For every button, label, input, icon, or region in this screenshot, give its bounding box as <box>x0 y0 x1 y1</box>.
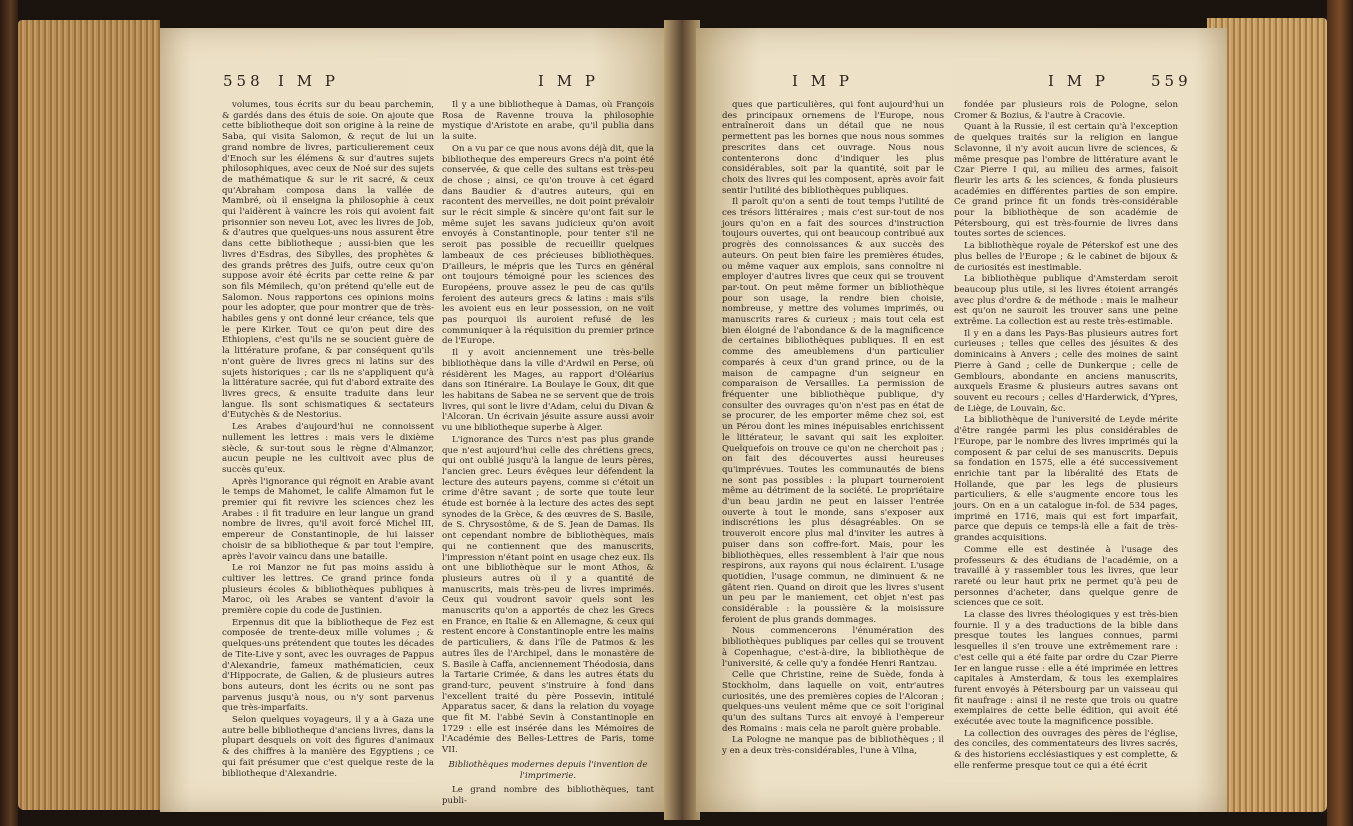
running-head-left-2: I M P <box>538 72 599 90</box>
paragraph: Le roi Manzor ne fut pas moins assidu à cultiver les lettres. Ce grand prince fonda plusieurs écoles & bibliothèques publiques à Maroc, où les Arabes se vantent d'avoir la première copie du code de Justinien. <box>222 563 434 617</box>
paragraph: Quant à la Russie, il est certain qu'à l'exception de quelques traités sur la religion en langue Sclavonne, il n'y avoit aucun livre de sciences, & même presque pas l'ombre de littérature avant le Czar Pierre I qui, au milieu des armes, faisoit fleurir les arts & les sciences, & fonda plusieurs académies en différentes parties de son empire. Ce grand prince fit un fonds très-considérable pour la bibliothèque de son académie de Pétersbourg, qui est très-fournie de livres dans toutes sortes de sciences. <box>954 122 1178 240</box>
paragraph: La bibliothèque de l'université de Leyde mérite d'être rangée parmi les plus considérables de l'Europe, par le nombre des livres imprimés qui la composent & par celui de ses manuscrits. Depuis sa fondation en 1575, elle a été successivement enrichie tant par la libéralité des Etats de Hollande, que par les legs de plusieurs particuliers, & elle s'augmente encore tous les jours. On en a un catalogue in-fol. de 534 pages, imprimé en 1716, mais qui est fort imparfait, parce que depuis ce temps-là elle a fait de très-grandes acquisitions. <box>954 415 1178 544</box>
left-page-edges <box>18 20 160 810</box>
paragraph: ques que particulières, qui font aujourd'hui un des principaux ornemens de l'Europe, nous entraîneroit dans un détail que ne nous permettent pas les bornes que nous nous sommes prescrites dans cet ouvrage. Nous nous contenterons donc d'indiquer les plus considérables, soit par la quantité, soit par le choix des livres qui les composent, après avoir fait sentir l'utilité des bibliothèques publiques. <box>722 100 944 196</box>
right-column-1 <box>722 100 944 800</box>
right-column-2 <box>954 100 1178 800</box>
running-head-left-1: I M P <box>278 72 339 90</box>
left-binding <box>0 0 18 826</box>
paragraph: La bibliothèque royale de Péterskof est une des plus belles de l'Europe ; & le cabinet de bijoux & de curiosités est inestimable. <box>954 241 1178 273</box>
paragraph: Erpennus dit que la bibliotheque de Fez est composée de trente-deux mille volumes ; & quelques-uns prétendent que toutes les décades de Tite-Live y sont, avec les ouvrages de Pappus d'Alexandrie, fameux mathématicien, ceux d'Hippocrate, de Galien, & de plusieurs autres bons auteurs, dont les écrits ou ne sont pas parvenus jusqu'à nous, ou n'y sont parvenus que très-imparfaits. <box>222 617 434 714</box>
paragraph: Le grand nombre des bibliothèques, tant publi- <box>442 785 654 806</box>
paragraph: Nous commencerons l'énumération des bibliothèques publiques par celles qui se trouvent à Copenhague, c'est-à-dire, la bibliothèque de l'université, & celle qu'y a fondée Henri Rantzau. <box>722 626 944 669</box>
running-head-right-2: I M P <box>1048 72 1109 90</box>
paragraph: La classe des livres théologiques y est très-bien fournie. Il y a des traductions de la bible dans presque toutes les langues connues, parmi lesquelles il s'en trouve une extrêmement rare : c'est celle qui a été faite par ordre du Czar Pierre Ier en langue russe : elle a été imprimée en lettres capitales à Amsterdam, & tous les exemplaires furent envoyés à Pétersbourg par un vaisseau qui fit naufrage : ainsi il ne reste que trois ou quatre exemplaires de cette belle édition, qui avoit été exécutée avec toute la magnificence possible. <box>954 610 1178 728</box>
right-binding <box>1327 0 1353 826</box>
left-page <box>160 28 668 812</box>
right-page <box>696 28 1227 812</box>
paragraph: Comme elle est destinée à l'usage des professeurs & des étudians de l'académie, on a travaillé à y rassembler tous les livres, que leur rareté ou leur haut prix ne permet qu'à peu de personnes d'acheter, dans quelque genre de sciences que ce soit. <box>954 544 1178 609</box>
paragraph: volumes, tous écrits sur du beau parchemin, & gardés dans des étuis de soie. On ajoute que cette bibliotheque doit son origine à la reine de Saba, qui visita Salomon, & reçut de lui un grand nombre de livres, particulierement ceux d'Enoch sur les élémens & sur d'autres sujets philosophiques, avec ceux de Noé sur des sujets de mathématique & sur le rit sacré, & ceux qu'Abraham composa dans la vallée de Mambré, où il enseigna la philosophie à ceux qui l'aidèrent à vaincre les rois qui avoient fait prisonnier son neveu Lot, avec les livres de Job, & d'autres que quelques-uns nous assurent être dans cette bibliotheque ; aussi-bien que les livres d'Esdras, des Sibylles, des prophètes & des grands prêtres des Juifs, outre ceux qu'on suppose avoir été écrits par cette reine & par son fils Mémilech, qu'on prétend qu'elle eut de Salomon. Nous rapportons ces opinions moins pour les adopter, que pour montrer que de très-habiles gens y ont donné leur créance, tels que le pere Kirker. Tout ce qu'on peut dire des Ethiopiens, c'est qu'ils ne se soucient guère de la littérature profane, & par conséquent qu'ils n'ont guère de livres grecs ni latins sur des sujets historiques ; car ils ne s'appliquent qu'à la littérature sacrée, qui fut d'abord extraite des livres grecs, & ensuite traduite dans leur langue. Ils sont schismatiques & sectateurs d'Eutychès & de Nestorius. <box>222 100 434 421</box>
paragraph: Il y avoit anciennement une très-belle bibliothèque dans la ville d'Ardwil en Perse, où résidèrent les Mages, au rapport d'Oléarius dans son Itinéraire. La Boulaye le Goux, dit que les habitans de Sabea ne se servent que de trois livres, qui sont le livre d'Adam, celui du Divan & l'Alcoran. Un écrivain jésuite assure aussi avoir vu une bibliotheque superbe à Alger. <box>442 348 654 434</box>
paragraph: Il y a une bibliotheque à Damas, où François Rosa de Ravenne trouva la philosophie mystique d'Aristote en arabe, qu'il publia dans la suite. <box>442 100 654 143</box>
section-heading: Bibliothèques modernes depuis l'invention de l'imprimerie. <box>448 759 648 781</box>
paragraph: Selon quelques voyageurs, il y a à Gaza une autre belle bibliotheque d'anciens livres, dans la plupart desquels on voit des figures d'animaux & des chiffres à la manière des Egyptiens ; ce qui fait présumer que c'est quelque reste de la bibliotheque d'Alexandrie. <box>222 715 434 779</box>
paragraph: Les Arabes d'aujourd'hui ne connoissent nullement les lettres : mais vers le dixième siècle, & sur-tout sous le règne d'Almanzor, aucun peuple ne les cultivoit avec plus de succès qu'eux. <box>222 422 434 475</box>
page-number-right: 559 <box>1151 72 1192 90</box>
paragraph: L'ignorance des Turcs n'est pas plus grande que n'est aujourd'hui celle des chrétiens grecs, qui ont oublié jusqu'à la langue de leurs pères, l'ancien grec. Leurs évêques leur défendent la lecture des auteurs payens, comme si c'étoit un crime d'être savant ; de sorte que toute leur étude est bornée à la lecture des actes des sept synodes de la Grèce, & des œuvres de S. Basile, de S. Chrysostôme, & de S. Jean de Damas. Ils ont cependant nombre de bibliothèques, mais qui ne contiennent que des manuscrits, l'impression n'étant point en usage chez eux. Ils ont une bibliothèque sur le mont Athos, & plusieurs autres où il y a quantité de manuscrits, mais très-peu de livres imprimés. Ceux qui voudront savoir quels sont les manuscrits qu'on a apportés de chez les Grecs en France, en Italie & en Allemagne, & ceux qui restent encore à Constantinople entre les mains de particuliers, & dans l'île de Patmos & les autres îles de l'Archipel, dans le monastère de S. Basile à Caffa, anciennement Théodosia, dans la Tartarie Crimée, & dans les autres états du grand-turc, peuvent s'instruire à fond dans l'excellent traité du père Possevin, intitulé Apparatus sacer, & dans la relation du voyage que fit M. l'abbé Sevin à Constantinople en 1729 : elle est insérée dans les Mémoires de l'Académie des Belles-Lettres de Paris, tome VII. <box>442 434 654 756</box>
paragraph: La bibliothèque publique d'Amsterdam seroit beaucoup plus utile, si les livres étoient arrangés avec plus d'ordre & de méthode : mais le malheur est qu'on ne sauroit les trouver sans une peine extrême. La collection est au reste très-estimable. <box>954 274 1178 328</box>
page-number-left: 558 <box>223 72 264 90</box>
paragraph: La Pologne ne manque pas de bibliothèques ; il y en a deux très-considérables, l'une à Vilna, <box>722 735 944 757</box>
left-column-1 <box>222 100 434 800</box>
paragraph: La collection des ouvrages des pères de l'église, des conciles, des commentateurs des livres sacrés, & des historiens ecclésiastiques y est complette, & elle renferme presque tout ce qui a été écrit <box>954 728 1178 771</box>
paragraph: On a vu par ce que nous avons déjà dit, que la bibliotheque des empereurs Grecs n'a point été conservée, & que celle des sultans est très-peu de chose ; ainsi, ce qu'on trouve à cet égard dans Baudier & d'autres auteurs, qui en racontent des merveilles, ne doit point prévaloir sur le récit simple & sincère qu'ont fait sur le même sujet les savans judicieux qu'on avoit envoyés à Constantinople, pour tenter s'il ne seroit pas possible de recueillir quelques lambeaux de ces précieuses bibliothèques. D'ailleurs, le mépris que les Turcs en général ont toujours témoigné pour les sciences des Européens, prouve assez le peu de cas qu'ils feroient des auteurs grecs & latins : mais s'ils les avoient eus en leur possession, on ne voit pas pourquoi ils auroient refusé de les communiquer à la réquisition du premier prince de l'Europe. <box>442 143 654 347</box>
paragraph: Après l'ignorance qui régnoit en Arabie avant le temps de Mahomet, le calife Almamon fut le premier qui fit revivre les sciences chez les Arabes : il fit traduire en leur langue un grand nombre de livres, qu'il avoit forcé Michel III, empereur de Constantinople, de lui laisser choisir de sa bibliotheque & par tout l'empire, après l'avoir vaincu dans une bataille. <box>222 476 434 562</box>
running-head-right-1: I M P <box>792 72 853 90</box>
paragraph: Il y en a dans les Pays-Bas plusieurs autres fort curieuses ; telles que celles des jésuites & des dominicains à Anvers ; celle des moines de saint Pierre à Gand ; celle de Dunkerque ; celle de Gemblours, abondante en anciens manuscrits, auxquels Erasme & plusieurs autres savans ont souvent eu recours ; celles d'Harderwick, d'Ypres, de Liège, de Louvain, &c. <box>954 328 1178 414</box>
paragraph: fondée par plusieurs rois de Pologne, selon Cromer & Bozius, & l'autre à Cracovie. <box>954 100 1178 121</box>
left-column-2 <box>442 100 654 806</box>
paragraph: Celle que Christine, reine de Suède, fonda à Stockholm, dans laquelle on voit, entr'autres curiosités, une des premières copies de l'Alcoran ; quelques-uns veulent même que ce soit l'original qu'un des sultans Turcs ait envoyé à l'empereur des Romains : mais cela ne paroît guère probable. <box>722 670 944 734</box>
book-gutter <box>664 20 700 820</box>
paragraph: Il paroît qu'on a senti de tout temps l'utilité de ces trésors littéraires ; mais c'est sur-tout de nos jours qu'on en a fait des sources d'instruction toujours ouvertes, qui ont beaucoup contribué aux progrès des connoissances & aux succès des auteurs. On peut bien faire les premières études, ou même vaquer aux emplois, sans connoître ni employer d'autres livres que ceux qui se trouvent par-tout. On peut même former un bibliothèque pour son usage, la rendre bien choisie, nombreuse, y mettre des volumes imprimés, ou manuscrits rares & curieux ; mais tout cela est bien éloigné de l'abondance & de la magnificence de certaines bibliothèques publiques. Il en est comme des ameublemens d'un particulier comparés à ceux d'un grand prince, ou de la maison de campagne d'un seigneur en comparaison de Versailles. La permission de fréquenter une bibliothèque publique, d'y consulter des ouvrages qu'on n'est pas en état de se procurer, de les emporter même chez soi, est un Pérou dont les mines inépuisables enrichissent le littérateur, le savant qui sait les exploiter. Quelquefois on trouve ce qu'on ne cherchoit pas ; on fait des découvertes aussi heureuses qu'imprévues. Toutes les communautés de biens ne sont pas possibles : la plupart tourneroient même au détriment de la société. Le propriétaire d'un beau jardin ne peut en laisser l'entrée ouverte à tout le monde, sans s'exposer aux indiscrétions les plus désagréables. On se trouveroit encore plus mal d'inviter les autres à puiser dans son coffre-fort. Mais, pour les bibliothèques, elles ressemblent à l'air que nous respirons, aux rayons qui nous éclairent. L'usage quotidien, l'usage commun, ne diminuent & ne gâtent rien. Quand on diroit que les livres s'usent un peu par le maniement, cet objet n'est pas considérable : la poussière & la moisissure feroient de plus grands dommages. <box>722 197 944 625</box>
